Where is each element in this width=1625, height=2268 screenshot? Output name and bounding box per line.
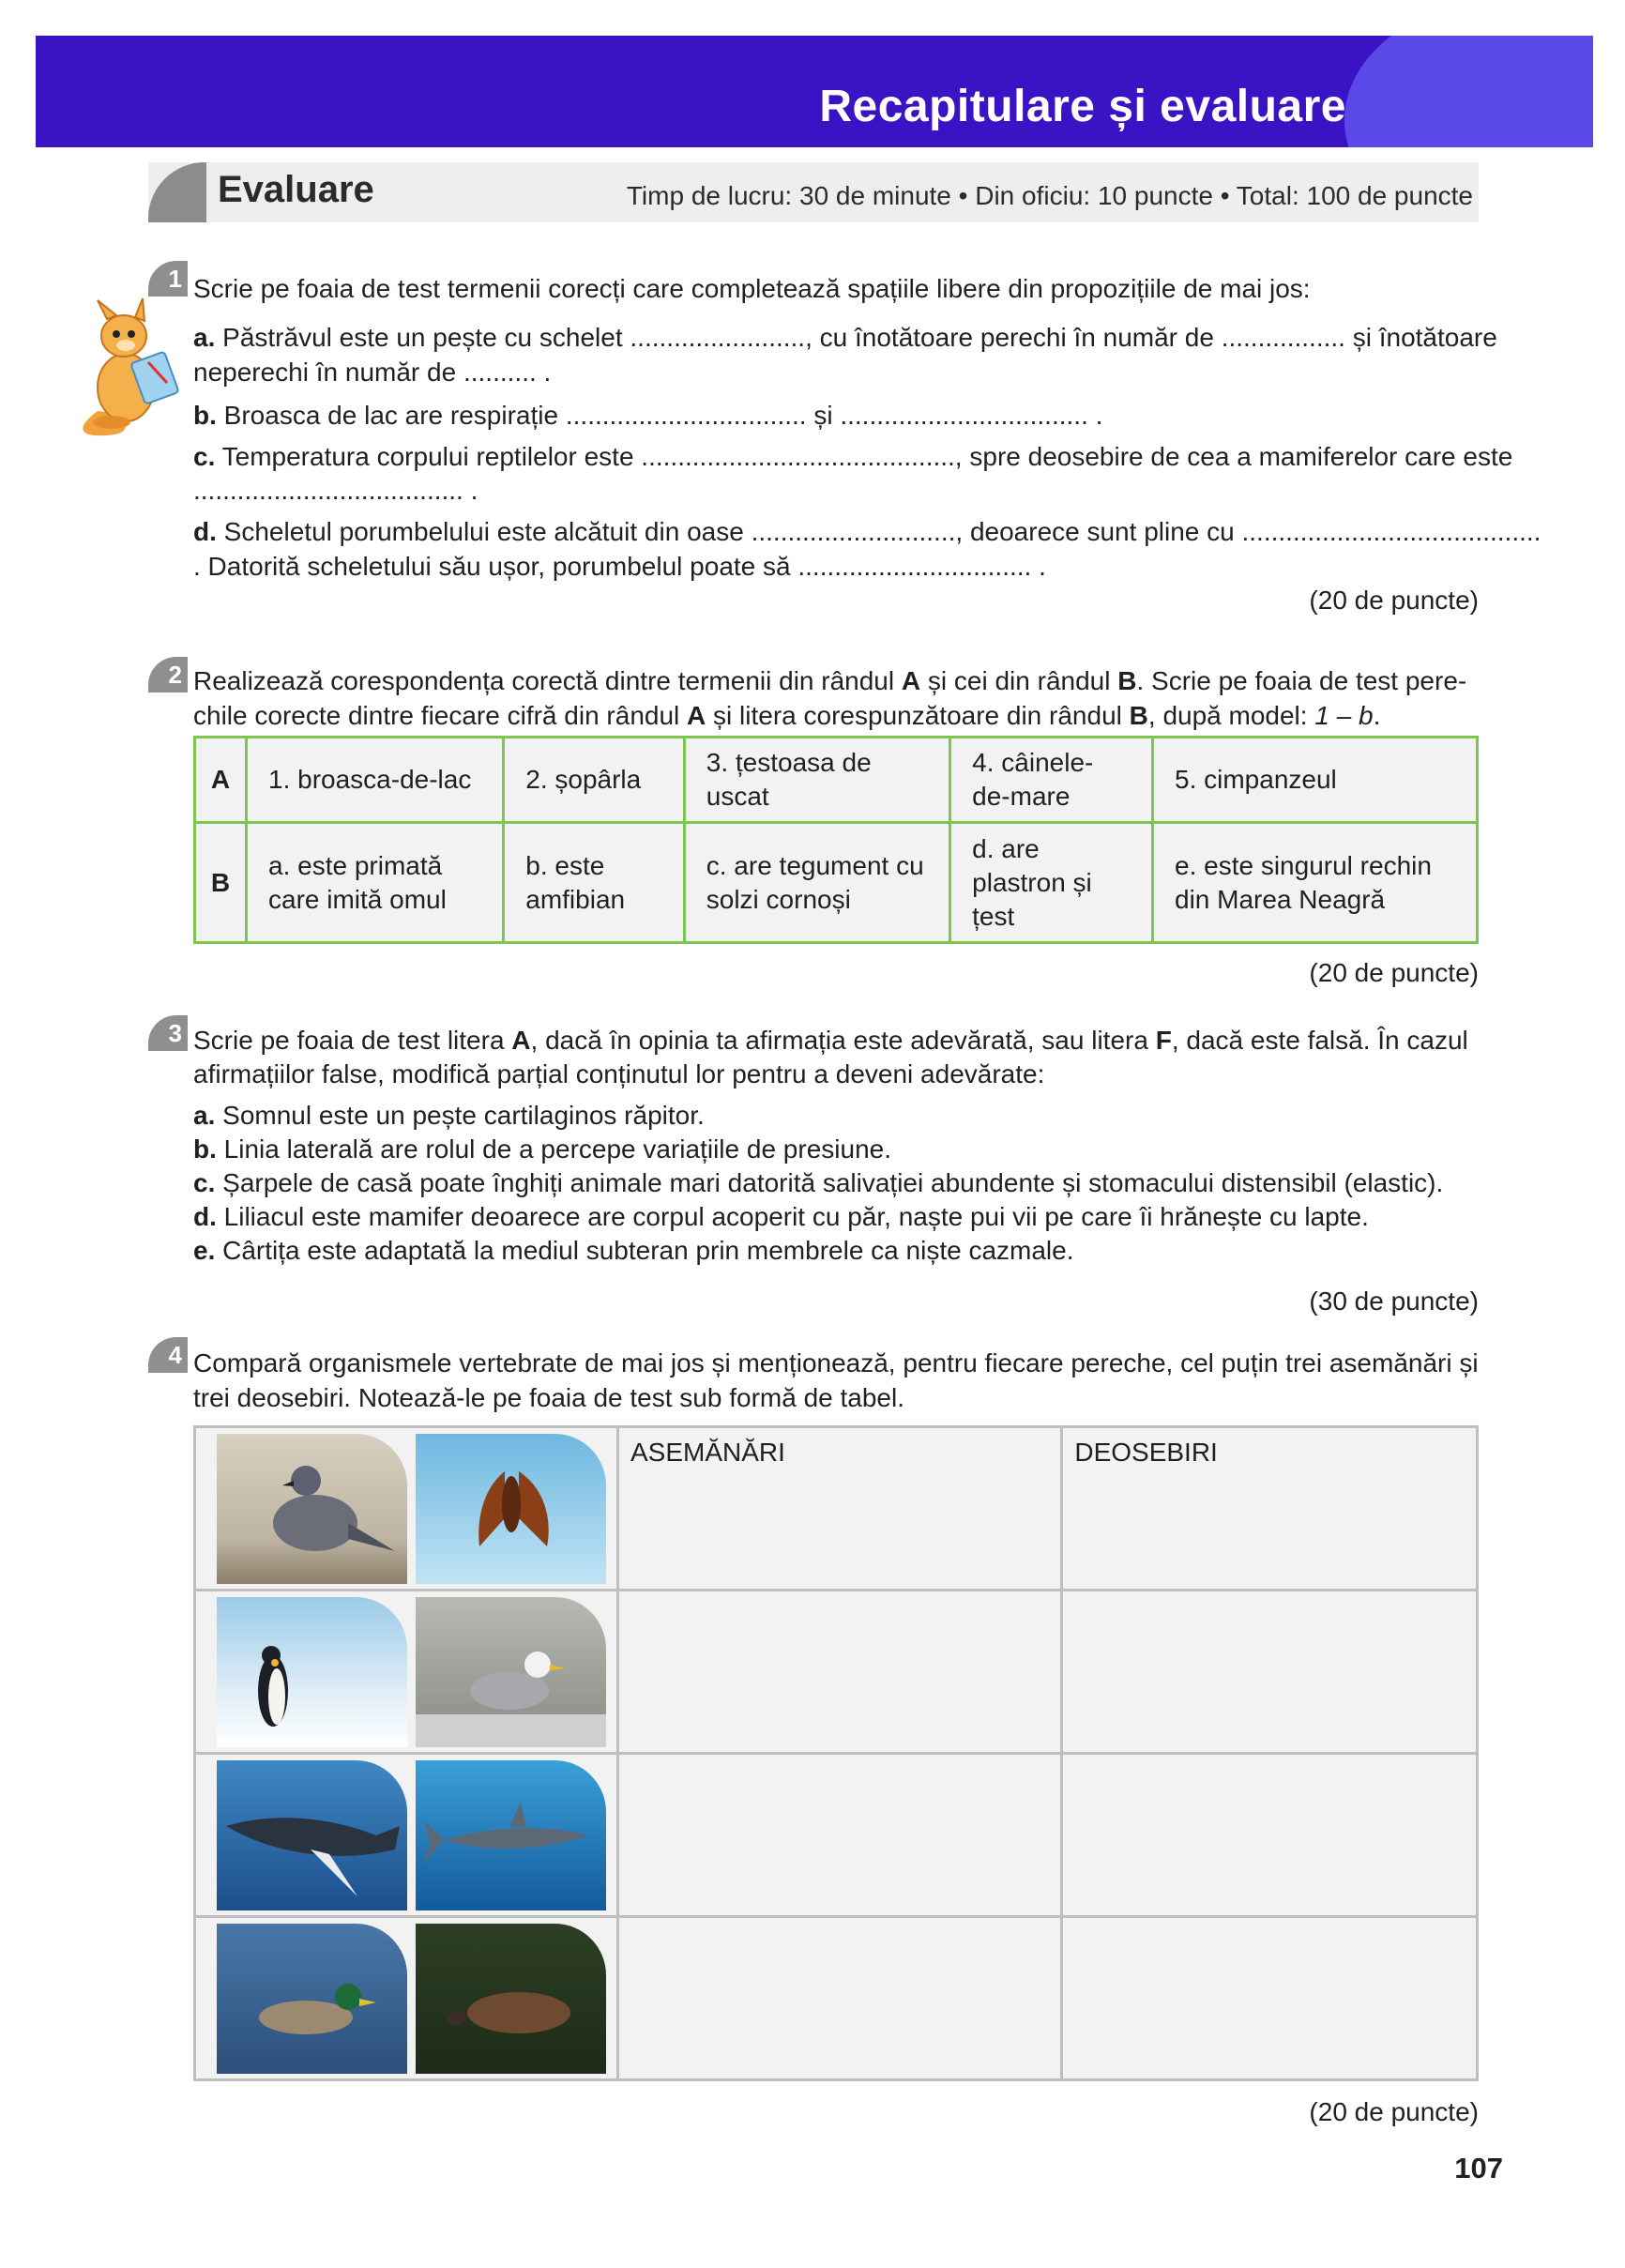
- text: , dacă este falsă. În cazul: [1171, 1026, 1468, 1055]
- q3-item: [193, 1165, 1443, 1200]
- page-number: 107: [1454, 2152, 1503, 2184]
- row-letter: B: [1117, 666, 1137, 695]
- q4-prompt-line2: trei deosebiri. Notează-le pe foaia de test sub formă de tabel.: [193, 1383, 904, 1412]
- chapter-banner: [36, 36, 1593, 147]
- differences-cell: [1062, 1754, 1478, 1917]
- table-row: [195, 1591, 1478, 1754]
- row-letter: A: [901, 666, 921, 695]
- q3-prompt-line1: [193, 1023, 1468, 1058]
- section-meta: Timp de lucru: 30 de minute • Din oficiu: 10 puncte • Total: 100 de puncte: [626, 181, 1473, 210]
- table-row: [195, 1427, 1478, 1591]
- table-cell: c. are tegument cu solzi cornoși: [684, 823, 949, 943]
- q1-item-c-continued: ..................................... .: [193, 476, 478, 505]
- text: chile corecte dintre fiecare cifră din rândul: [193, 701, 688, 730]
- q3-item: [193, 1098, 705, 1133]
- similarities-cell: [618, 1754, 1062, 1917]
- row-header-b: B: [195, 823, 247, 943]
- similarities-cell: [618, 1591, 1062, 1754]
- q2-points: (20 de puncte): [1309, 958, 1479, 987]
- q1-item-d: [193, 514, 1541, 549]
- text: Scrie pe foaia de test litera: [193, 1026, 512, 1055]
- text: . Scrie pe foaia de test pere-: [1136, 666, 1467, 695]
- penguin-photo: [217, 1597, 407, 1747]
- q1-item-d-continued: . Datorită scheletului său ușor, porumbelul poate să ................................ .: [193, 552, 1046, 581]
- item-label: b.: [193, 1134, 217, 1164]
- item-label: a.: [193, 323, 216, 352]
- text: , dacă în opinia ta afirmația este adevărată, sau litera: [530, 1026, 1156, 1055]
- table-row: [195, 1754, 1478, 1917]
- column-header-differences: DEOSEBIRI: [1062, 1427, 1478, 1591]
- table-cell: a. este primată care imită omul: [247, 823, 504, 943]
- table-cell: 3. țestoasa de uscat: [684, 738, 949, 823]
- text: și cei din rândul: [920, 666, 1118, 695]
- table-cell: e. este singurul rechin din Marea Neagră: [1153, 823, 1478, 943]
- item-text: Broasca de lac are respirație ................................. și .................................. .: [223, 401, 1103, 430]
- question-number-badge: 1: [148, 261, 188, 297]
- item-label: c.: [193, 1168, 216, 1197]
- q4-points: (20 de puncte): [1309, 2097, 1479, 2126]
- image-pair-cell: [195, 1591, 618, 1754]
- table-cell: b. este amfibian: [504, 823, 685, 943]
- question-number-badge: 2: [148, 657, 188, 693]
- column-header-similarities: ASEMĂNĂRI: [618, 1427, 1062, 1591]
- q3-prompt-line2: afirmațiilor false, modifică parțial conținutul lor pentru a deveni adevărate:: [193, 1059, 1045, 1088]
- table-cell: 5. cimpanzeul: [1153, 738, 1478, 823]
- q3-item: [193, 1233, 1074, 1268]
- model-answer: 1 – b: [1314, 701, 1374, 730]
- item-label: d.: [193, 517, 217, 546]
- text: și litera corespunzătoare din rândul: [706, 701, 1130, 730]
- q1-prompt: Scrie pe foaia de test termenii corecți care completează spațiile libere din propozițiile de mai jos:: [193, 274, 1311, 303]
- chapter-title: Recapitulare și evaluare: [819, 82, 1346, 131]
- table-cell: 1. broasca-de-lac: [247, 738, 504, 823]
- image-pair-cell: [195, 1754, 618, 1917]
- kangaroo-mascot-illustration: [69, 298, 191, 439]
- section-title: Evaluare: [218, 169, 374, 210]
- text: .: [1373, 701, 1381, 730]
- item-label: b.: [193, 401, 217, 430]
- q1-item-c: [193, 439, 1512, 474]
- text: , după model:: [1147, 701, 1315, 730]
- shark-photo: [416, 1760, 606, 1910]
- table-cell: d. are plastron și țest: [950, 823, 1153, 943]
- table-row: [195, 1917, 1478, 2080]
- item-text: Păstrăvul este un pește cu schelet ........................, cu înotătoare perechi în număr de ................. și înotătoare: [222, 323, 1497, 352]
- q1-points: (20 de puncte): [1309, 586, 1479, 615]
- row-letter: A: [687, 701, 706, 730]
- q2-prompt-line1: [193, 663, 1466, 698]
- differences-cell: [1062, 1591, 1478, 1754]
- correspondence-table: [193, 736, 1479, 944]
- q2-prompt-line2: [193, 698, 1380, 733]
- item-text: Somnul este un pește cartilaginos răpitor.: [222, 1101, 705, 1130]
- table-cell: 4. câinele-de-mare: [950, 738, 1153, 823]
- item-text: Șarpele de casă poate înghiți animale mari datorită salivației abundente și stomacului distensibil (elastic).: [222, 1168, 1444, 1197]
- row-letter: B: [1129, 701, 1148, 730]
- platypus-photo: [416, 1924, 606, 2074]
- item-text: Scheletul porumbelului este alcătuit din oase ............................, deoarece sunt pline cu .........................................: [223, 517, 1541, 546]
- duck-photo: [217, 1924, 407, 2074]
- q3-item: [193, 1132, 891, 1166]
- question-number-badge: 3: [148, 1015, 188, 1051]
- answer-letter: A: [511, 1026, 531, 1055]
- table-row: [195, 738, 1478, 823]
- text: Realizează corespondența corectă dintre termenii din rândul: [193, 666, 902, 695]
- q3-points: (30 de puncte): [1309, 1286, 1479, 1316]
- item-label: d.: [193, 1202, 217, 1231]
- differences-cell: [1062, 1917, 1478, 2080]
- row-header-a: A: [195, 738, 247, 823]
- image-pair-cell: [195, 1917, 618, 2080]
- table-cell: 2. șopârla: [504, 738, 685, 823]
- question-number-badge: 4: [148, 1337, 188, 1373]
- item-text: Temperatura corpului reptilelor este ..........................................., spre deosebire de cea a mamiferelor care este: [221, 442, 1513, 471]
- q3-item: [193, 1199, 1369, 1234]
- item-text: Cârtița este adaptată la mediul subteran prin membrele ca niște cazmale.: [222, 1236, 1074, 1265]
- item-label: a.: [193, 1101, 216, 1130]
- bat-photo: [416, 1434, 606, 1584]
- whale-photo: [217, 1760, 407, 1910]
- banner-swoosh: [1344, 36, 1593, 147]
- q1-item-b: [193, 398, 1102, 433]
- item-text: Linia laterală are rolul de a percepe variațiile de presiune.: [223, 1134, 891, 1164]
- table-row: [195, 823, 1478, 943]
- item-label: c.: [193, 442, 216, 471]
- q1-item-a: [193, 320, 1497, 355]
- pigeon-photo: [217, 1434, 407, 1584]
- similarities-cell: [618, 1917, 1062, 2080]
- comparison-table: [193, 1425, 1479, 2081]
- q1-item-a-continued: neperechi în număr de .......... .: [193, 358, 552, 387]
- item-label: e.: [193, 1236, 216, 1265]
- item-text: Liliacul este mamifer deoarece are corpul acoperit cu păr, naște pui vii pe care îi hrănește cu lapte.: [223, 1202, 1369, 1231]
- seagull-photo: [416, 1597, 606, 1747]
- answer-letter: F: [1155, 1026, 1172, 1055]
- q4-prompt-line1: Compară organismele vertebrate de mai jos și menționează, pentru fiecare pereche, cel puțin trei asemănări și: [193, 1348, 1479, 1378]
- image-pair-cell: [195, 1427, 618, 1591]
